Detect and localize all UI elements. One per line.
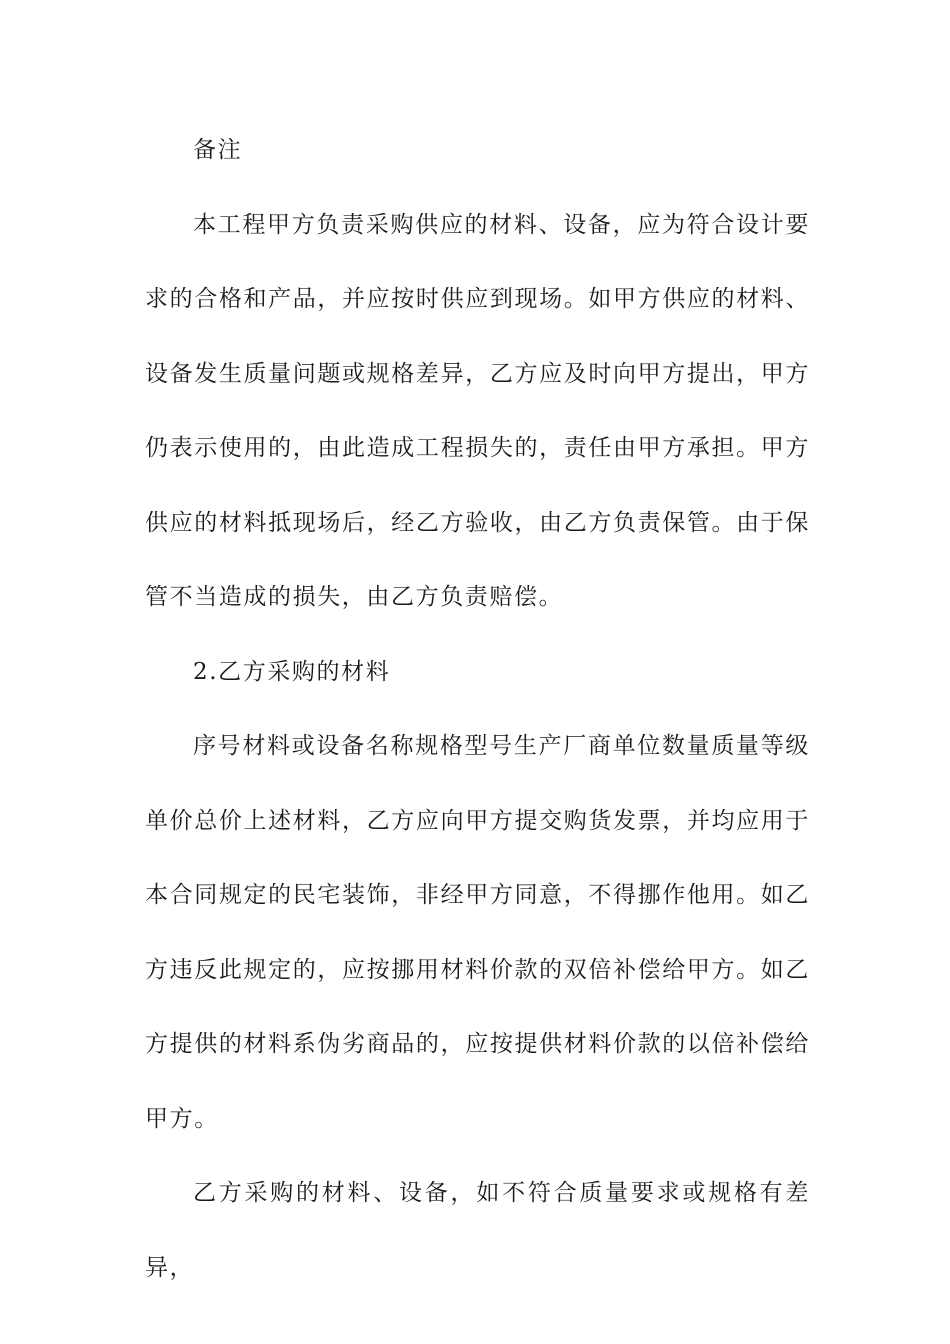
section-heading-party-b-materials: 2.乙方采购的材料 (193, 658, 391, 685)
paragraph-party-b-materials: 序号材料或设备名称规格型号生产厂商单位数量质量等级单价总价上述材料，乙方应向甲方提交购货发票，并均应用于本合同规定的民宅装饰，非经甲方同意，不得挪作他用。如乙方违反此规定的，应按挪用材料价款的双倍补偿给甲方。如乙方提供的材料系伪劣商品的，应按提供材料价款的以倍补偿给甲方。 (145, 733, 810, 1132)
paragraph-party-b-quality: 乙方采购的材料、设备，如不符合质量要求或规格有差异， (145, 1180, 810, 1281)
document-body (145, 113, 810, 1305)
section-heading-remarks: 备注 (193, 137, 243, 163)
paragraph-party-a-materials: 本工程甲方负责采购供应的材料、设备，应为符合设计要求的合格和产品，并应按时供应到现场。如甲方供应的材料、设备发生质量问题或规格差异，乙方应及时向甲方提出，甲方仍表示使用的，由此造成工程损失的，责任由甲方承担。甲方供应的材料抵现场后，经乙方验收，由乙方负责保管。由于保管不当造成的损失，由乙方负责赔偿。 (145, 211, 810, 610)
